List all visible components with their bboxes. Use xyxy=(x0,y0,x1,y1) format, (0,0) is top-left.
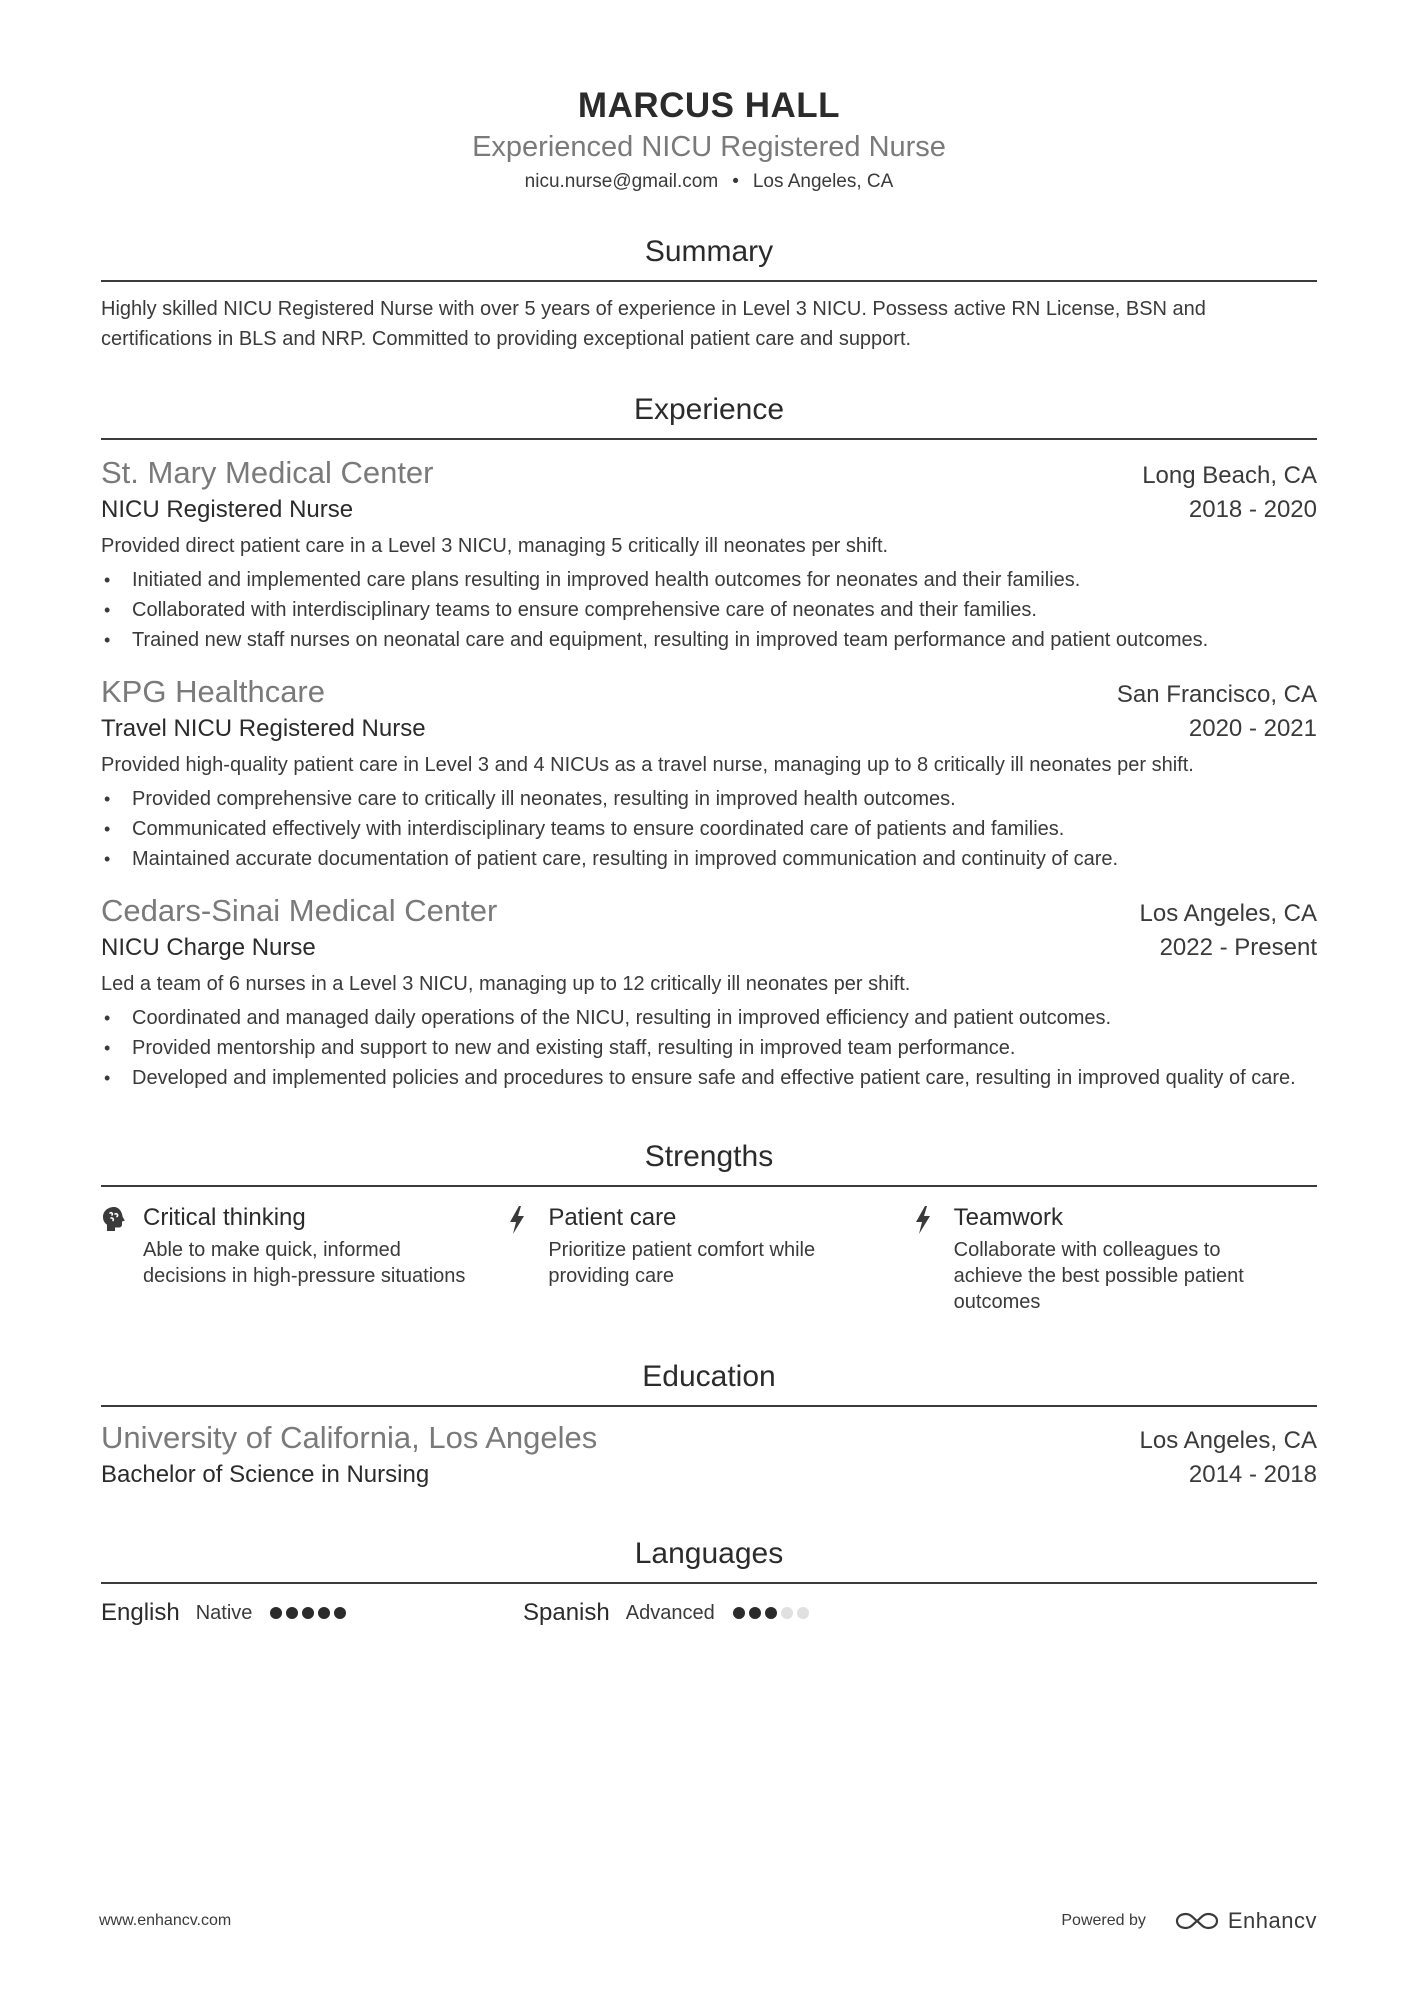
lightning-icon xyxy=(506,1201,548,1315)
strength-title: Patient care xyxy=(548,1204,677,1231)
candidate-title: Experienced NICU Registered Nurse xyxy=(472,131,946,163)
strength-item xyxy=(101,1201,506,1315)
language-level: Advanced xyxy=(625,1602,715,1624)
strength-text xyxy=(548,1201,888,1315)
experience-header-row xyxy=(101,892,1317,931)
languages-list xyxy=(101,1596,1317,1630)
strength-description: Prioritize patient comfort while providing care xyxy=(548,1239,816,1287)
job-dates: 2020 - 2021 xyxy=(1188,715,1317,742)
experience-item xyxy=(101,892,1317,1093)
education-header-row xyxy=(101,1419,1317,1458)
strengths-list xyxy=(101,1201,1317,1315)
job-bullet: • Collaborated with interdisciplinary teams to ensure comprehensive care of neonates and their families. xyxy=(101,595,1317,625)
brand-name: Enhancv xyxy=(1227,1908,1317,1933)
languages-section xyxy=(101,1534,1317,1630)
section-heading-education: Education xyxy=(101,1357,1317,1407)
section-heading-languages: Languages xyxy=(101,1534,1317,1584)
rating-dot xyxy=(781,1607,793,1619)
strength-text xyxy=(143,1201,483,1315)
brand-logo[interactable] xyxy=(1174,1908,1317,1934)
rating-dot xyxy=(302,1607,314,1619)
job-bullet: • Developed and implemented policies and procedures to ensure safe and effective patient care, resulting in improved quality of care. xyxy=(101,1063,1317,1093)
language-item xyxy=(101,1596,523,1630)
strength-title: Teamwork xyxy=(953,1204,1064,1231)
education-degree-row xyxy=(101,1458,1317,1492)
language-item xyxy=(523,1596,945,1630)
footer-url[interactable]: www.enhancv.com xyxy=(99,1912,232,1929)
strength-description: Collaborate with colleagues to achieve the best possible patient outcomes xyxy=(953,1239,1244,1313)
job-location: Los Angeles, CA xyxy=(1139,900,1317,927)
language-rating xyxy=(733,1607,813,1619)
resume-content xyxy=(101,84,1317,1630)
job-description: Provided direct patient care in a Level 3 NICU, managing 5 critically ill neonates per shift. xyxy=(101,535,889,557)
strength-text xyxy=(954,1201,1294,1315)
powered-by-label: Powered by xyxy=(1061,1912,1146,1929)
rating-dot xyxy=(733,1607,745,1619)
footer-branding xyxy=(1061,1908,1317,1934)
experience-item xyxy=(101,673,1317,874)
section-heading-experience: Experience xyxy=(101,390,1317,440)
rating-dot xyxy=(749,1607,761,1619)
company-name: Cedars-Sinai Medical Center xyxy=(101,893,498,928)
experience-role-row xyxy=(101,931,1317,965)
rating-dot xyxy=(318,1607,330,1619)
email[interactable]: nicu.nurse@gmail.com xyxy=(524,171,719,192)
brain-icon xyxy=(101,1201,143,1315)
language-name: Spanish xyxy=(523,1599,610,1626)
experience-header-row xyxy=(101,454,1317,493)
language-rating xyxy=(270,1607,350,1619)
enhancv-logo-icon xyxy=(1174,1910,1220,1932)
job-description: Provided high-quality patient care in Level 3 and 4 NICUs as a travel nurse, managing up to 8 critically ill neonates per shift. xyxy=(101,754,1194,776)
experience-role-row xyxy=(101,493,1317,527)
job-dates: 2022 - Present xyxy=(1159,934,1317,961)
rating-dot xyxy=(286,1607,298,1619)
degree: Bachelor of Science in Nursing xyxy=(101,1461,430,1488)
job-bullet: • Maintained accurate documentation of patient care, resulting in improved communication and continuity of care. xyxy=(101,844,1317,874)
job-role: Travel NICU Registered Nurse xyxy=(101,715,426,742)
job-bullets xyxy=(101,784,1317,874)
rating-dot xyxy=(797,1607,809,1619)
company-name: KPG Healthcare xyxy=(101,674,325,709)
job-bullets xyxy=(101,565,1317,655)
job-dates: 2018 - 2020 xyxy=(1188,496,1317,523)
language-level: Native xyxy=(195,1602,253,1624)
school-location: Los Angeles, CA xyxy=(1139,1427,1317,1454)
experience-header-row xyxy=(101,673,1317,712)
experience-section xyxy=(101,390,1317,1093)
resume-header xyxy=(101,84,1317,196)
rating-dot xyxy=(270,1607,282,1619)
strength-description: Able to make quick, informed decisions in high-pressure situations xyxy=(143,1239,466,1287)
rating-dot xyxy=(334,1607,346,1619)
education-item xyxy=(101,1419,1317,1492)
contact-separator: • xyxy=(732,171,739,192)
contact-line xyxy=(101,168,1317,196)
experience-role-row xyxy=(101,712,1317,746)
section-heading-strengths: Strengths xyxy=(101,1137,1317,1187)
job-bullet: • Coordinated and managed daily operations of the NICU, resulting in improved efficiency and patient outcomes. xyxy=(101,1003,1317,1033)
summary-section xyxy=(101,232,1317,354)
job-bullet: • Trained new staff nurses on neonatal care and equipment, resulting in improved team performance and patient outcomes. xyxy=(101,625,1317,655)
experience-item xyxy=(101,454,1317,655)
education-dates: 2014 - 2018 xyxy=(1188,1461,1317,1488)
candidate-name: MARCUS HALL xyxy=(577,86,841,125)
education-section xyxy=(101,1357,1317,1492)
strength-item xyxy=(912,1201,1317,1315)
rating-dot xyxy=(765,1607,777,1619)
job-bullets xyxy=(101,1003,1317,1093)
strength-item xyxy=(506,1201,911,1315)
job-bullet: • Provided mentorship and support to new and existing staff, resulting in improved team performance. xyxy=(101,1033,1317,1063)
location: Los Angeles, CA xyxy=(752,171,894,192)
job-bullet: • Communicated effectively with interdisciplinary teams to ensure coordinated care of patients and families. xyxy=(101,814,1317,844)
job-bullet: • Initiated and implemented care plans resulting in improved health outcomes for neonates and their families. xyxy=(101,565,1317,595)
page-footer xyxy=(99,1908,1317,1934)
job-role: NICU Charge Nurse xyxy=(101,934,316,961)
job-role: NICU Registered Nurse xyxy=(101,496,354,523)
job-location: San Francisco, CA xyxy=(1116,681,1317,708)
school-name: University of California, Los Angeles xyxy=(101,1420,598,1455)
summary-text: Highly skilled NICU Registered Nurse with over 5 years of experience in Level 3 NICU. Possess active RN License, BSN and certifications in BLS and NRP. Committed to providing exceptional patient care and support. xyxy=(101,298,1206,350)
job-bullet: • Provided comprehensive care to critically ill neonates, resulting in improved health outcomes. xyxy=(101,784,1317,814)
job-description: Led a team of 6 nurses in a Level 3 NICU, managing up to 12 critically ill neonates per shift. xyxy=(101,973,911,995)
language-name: English xyxy=(101,1599,180,1626)
lightning-icon xyxy=(912,1201,954,1315)
company-name: St. Mary Medical Center xyxy=(101,455,434,490)
strengths-section xyxy=(101,1137,1317,1315)
section-heading-summary: Summary xyxy=(101,232,1317,282)
job-location: Long Beach, CA xyxy=(1142,462,1317,489)
strength-title: Critical thinking xyxy=(143,1204,306,1231)
